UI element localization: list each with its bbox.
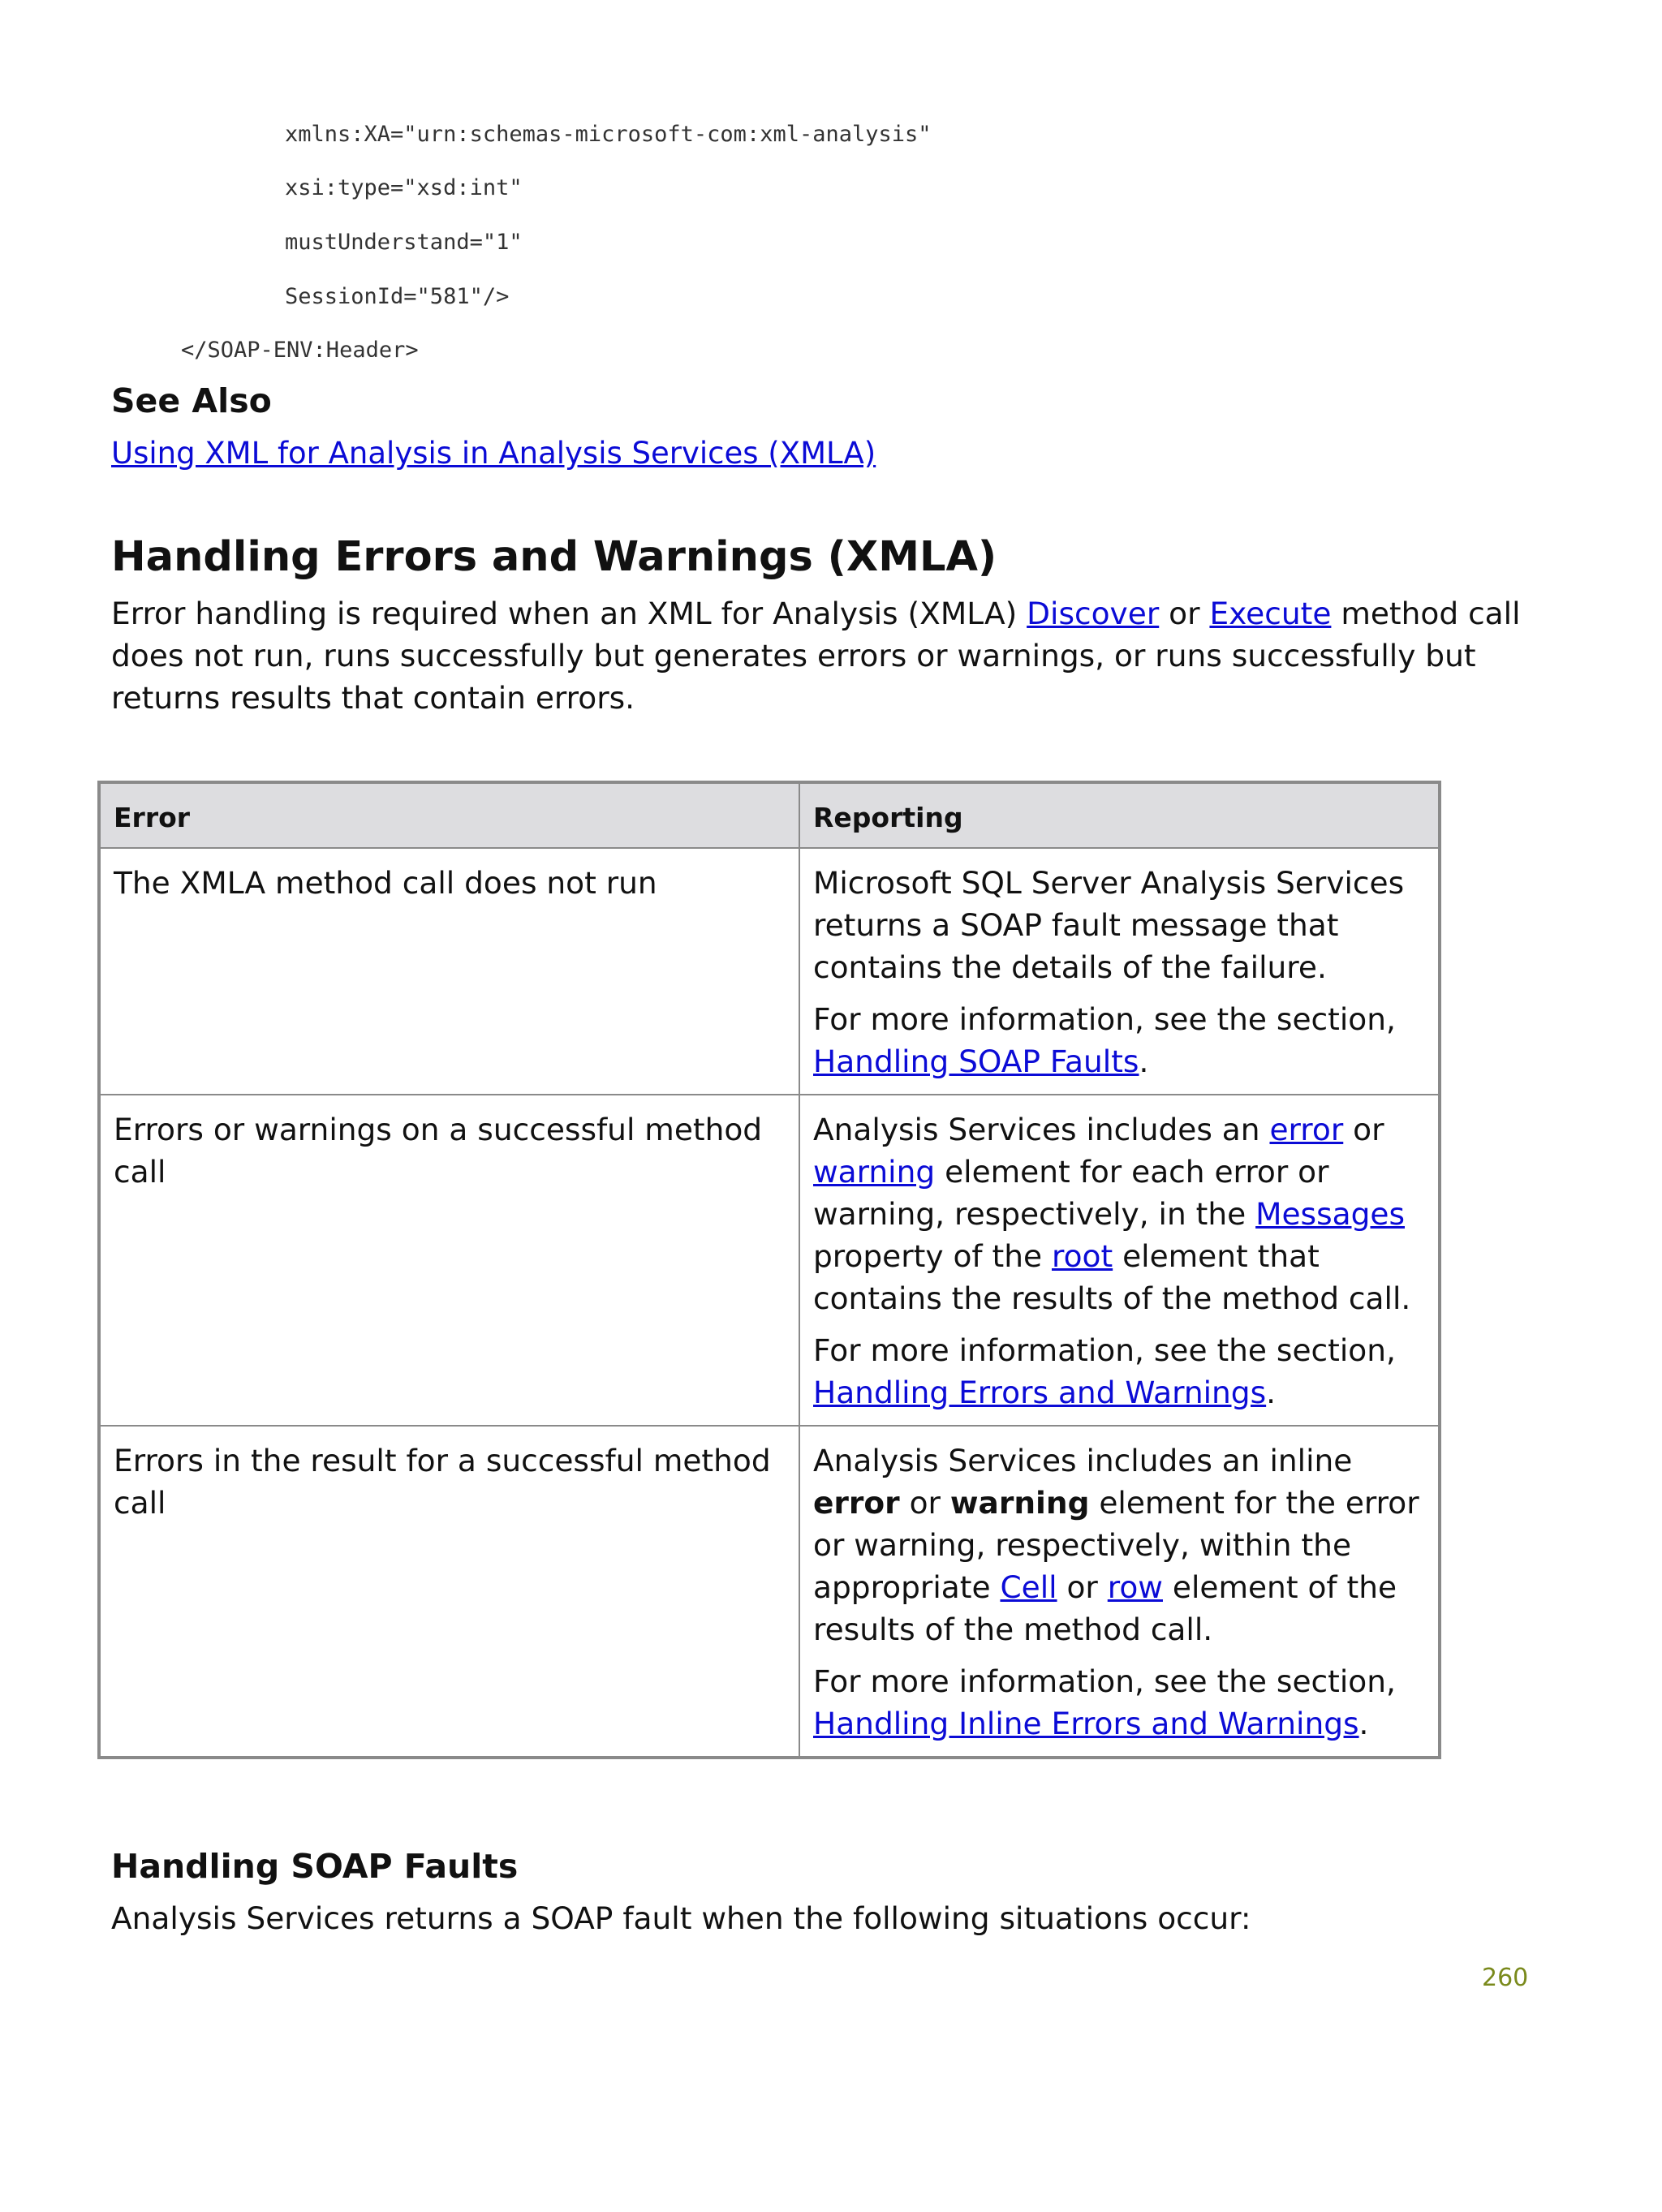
row1-more-end: . xyxy=(1139,1044,1149,1079)
handling-inline-errors-link[interactable]: Handling Inline Errors and Warnings xyxy=(813,1706,1359,1741)
intro-paragraph xyxy=(111,592,1539,719)
row2-text-a: Analysis Services includes an xyxy=(813,1112,1270,1147)
row1-more-text: For more information, see the section, xyxy=(813,1001,1396,1037)
execute-link[interactable]: Execute xyxy=(1209,596,1332,631)
table-row xyxy=(99,848,1440,1095)
row2-text-d: property of the xyxy=(813,1238,1052,1274)
bold-error: error xyxy=(813,1485,900,1521)
row3-text-b: or xyxy=(899,1485,950,1521)
code-line-5: </SOAP-ENV:Header> xyxy=(181,338,419,363)
row2-more-end: . xyxy=(1266,1375,1277,1410)
errors-table xyxy=(97,781,1441,1759)
row3-reporting xyxy=(799,1426,1440,1758)
intro-text-1: Error handling is required when an XML for Analysis (XMLA) xyxy=(111,596,1027,631)
row3-text-c: element for the error or warning, respectively, within the appropriate xyxy=(813,1485,1419,1605)
table-header-row xyxy=(99,782,1440,848)
row2-text-c: element for each error or warning, respectively, in the xyxy=(813,1154,1329,1232)
row1-description: Microsoft SQL Server Analysis Services returns a SOAP fault message that contains the details of the failure. xyxy=(813,865,1405,985)
code-line-1: xmlns:XA="urn:schemas-microsoft-com:xml-analysis" xyxy=(285,122,932,147)
row3-text-e: element of the results of the method call. xyxy=(813,1569,1397,1647)
row2-text-b: or xyxy=(1343,1112,1384,1147)
error-link[interactable]: error xyxy=(1269,1112,1344,1147)
code-line-3: mustUnderstand="1" xyxy=(285,230,523,255)
bold-warning: warning xyxy=(949,1485,1090,1521)
messages-link[interactable]: Messages xyxy=(1255,1196,1406,1232)
row2-error: Errors or warnings on a successful method call xyxy=(99,1095,799,1426)
header-error: Error xyxy=(99,782,799,848)
row1-reporting xyxy=(799,848,1440,1095)
row2-reporting xyxy=(799,1095,1440,1426)
handling-errors-and-warnings-link[interactable]: Handling Errors and Warnings xyxy=(813,1375,1267,1410)
see-also-heading: See Also xyxy=(111,381,272,420)
header-reporting: Reporting xyxy=(799,782,1440,848)
cell-link[interactable]: Cell xyxy=(1000,1569,1057,1605)
discover-link[interactable]: Discover xyxy=(1027,596,1160,631)
row-link[interactable]: row xyxy=(1107,1569,1163,1605)
see-also-link[interactable]: Using XML for Analysis in Analysis Services (XMLA) xyxy=(111,436,876,471)
soap-faults-paragraph: Analysis Services returns a SOAP fault when the following situations occur: xyxy=(111,1900,1251,1936)
intro-text-2: or xyxy=(1159,596,1210,631)
table-row xyxy=(99,1095,1440,1426)
section-heading: Handling Errors and Warnings (XMLA) xyxy=(111,533,997,581)
handling-soap-faults-link[interactable]: Handling SOAP Faults xyxy=(813,1044,1139,1079)
code-line-2: xsi:type="xsd:int" xyxy=(285,175,523,200)
root-link[interactable]: root xyxy=(1051,1238,1113,1274)
intro-text-3: method call does not run, runs successfully but generates errors or warnings, or runs successfully but returns results that contain errors. xyxy=(111,596,1521,716)
row2-more-text: For more information, see the section, xyxy=(813,1332,1396,1368)
page-number: 260 xyxy=(1482,1964,1529,1992)
row3-more-end: . xyxy=(1358,1706,1369,1741)
row3-more-info xyxy=(813,1660,1427,1745)
row2-text-e: element that contains the results of the method call. xyxy=(813,1238,1411,1316)
row2-more-info xyxy=(813,1329,1427,1414)
soap-faults-heading: Handling SOAP Faults xyxy=(111,1847,519,1886)
code-line-4: SessionId="581"/> xyxy=(285,284,510,309)
row3-more-text: For more information, see the section, xyxy=(813,1663,1396,1699)
row3-text-d: or xyxy=(1057,1569,1108,1605)
row3-description xyxy=(813,1440,1427,1650)
row1-more-info xyxy=(813,998,1427,1082)
table-row xyxy=(99,1426,1440,1758)
row2-description xyxy=(813,1108,1427,1319)
row1-error: The XMLA method call does not run xyxy=(99,848,799,1095)
see-also-link-wrap xyxy=(111,434,876,473)
warning-link[interactable]: warning xyxy=(813,1154,936,1190)
row3-text-a: Analysis Services includes an inline xyxy=(813,1443,1353,1478)
row3-error: Errors in the result for a successful method call xyxy=(99,1426,799,1758)
